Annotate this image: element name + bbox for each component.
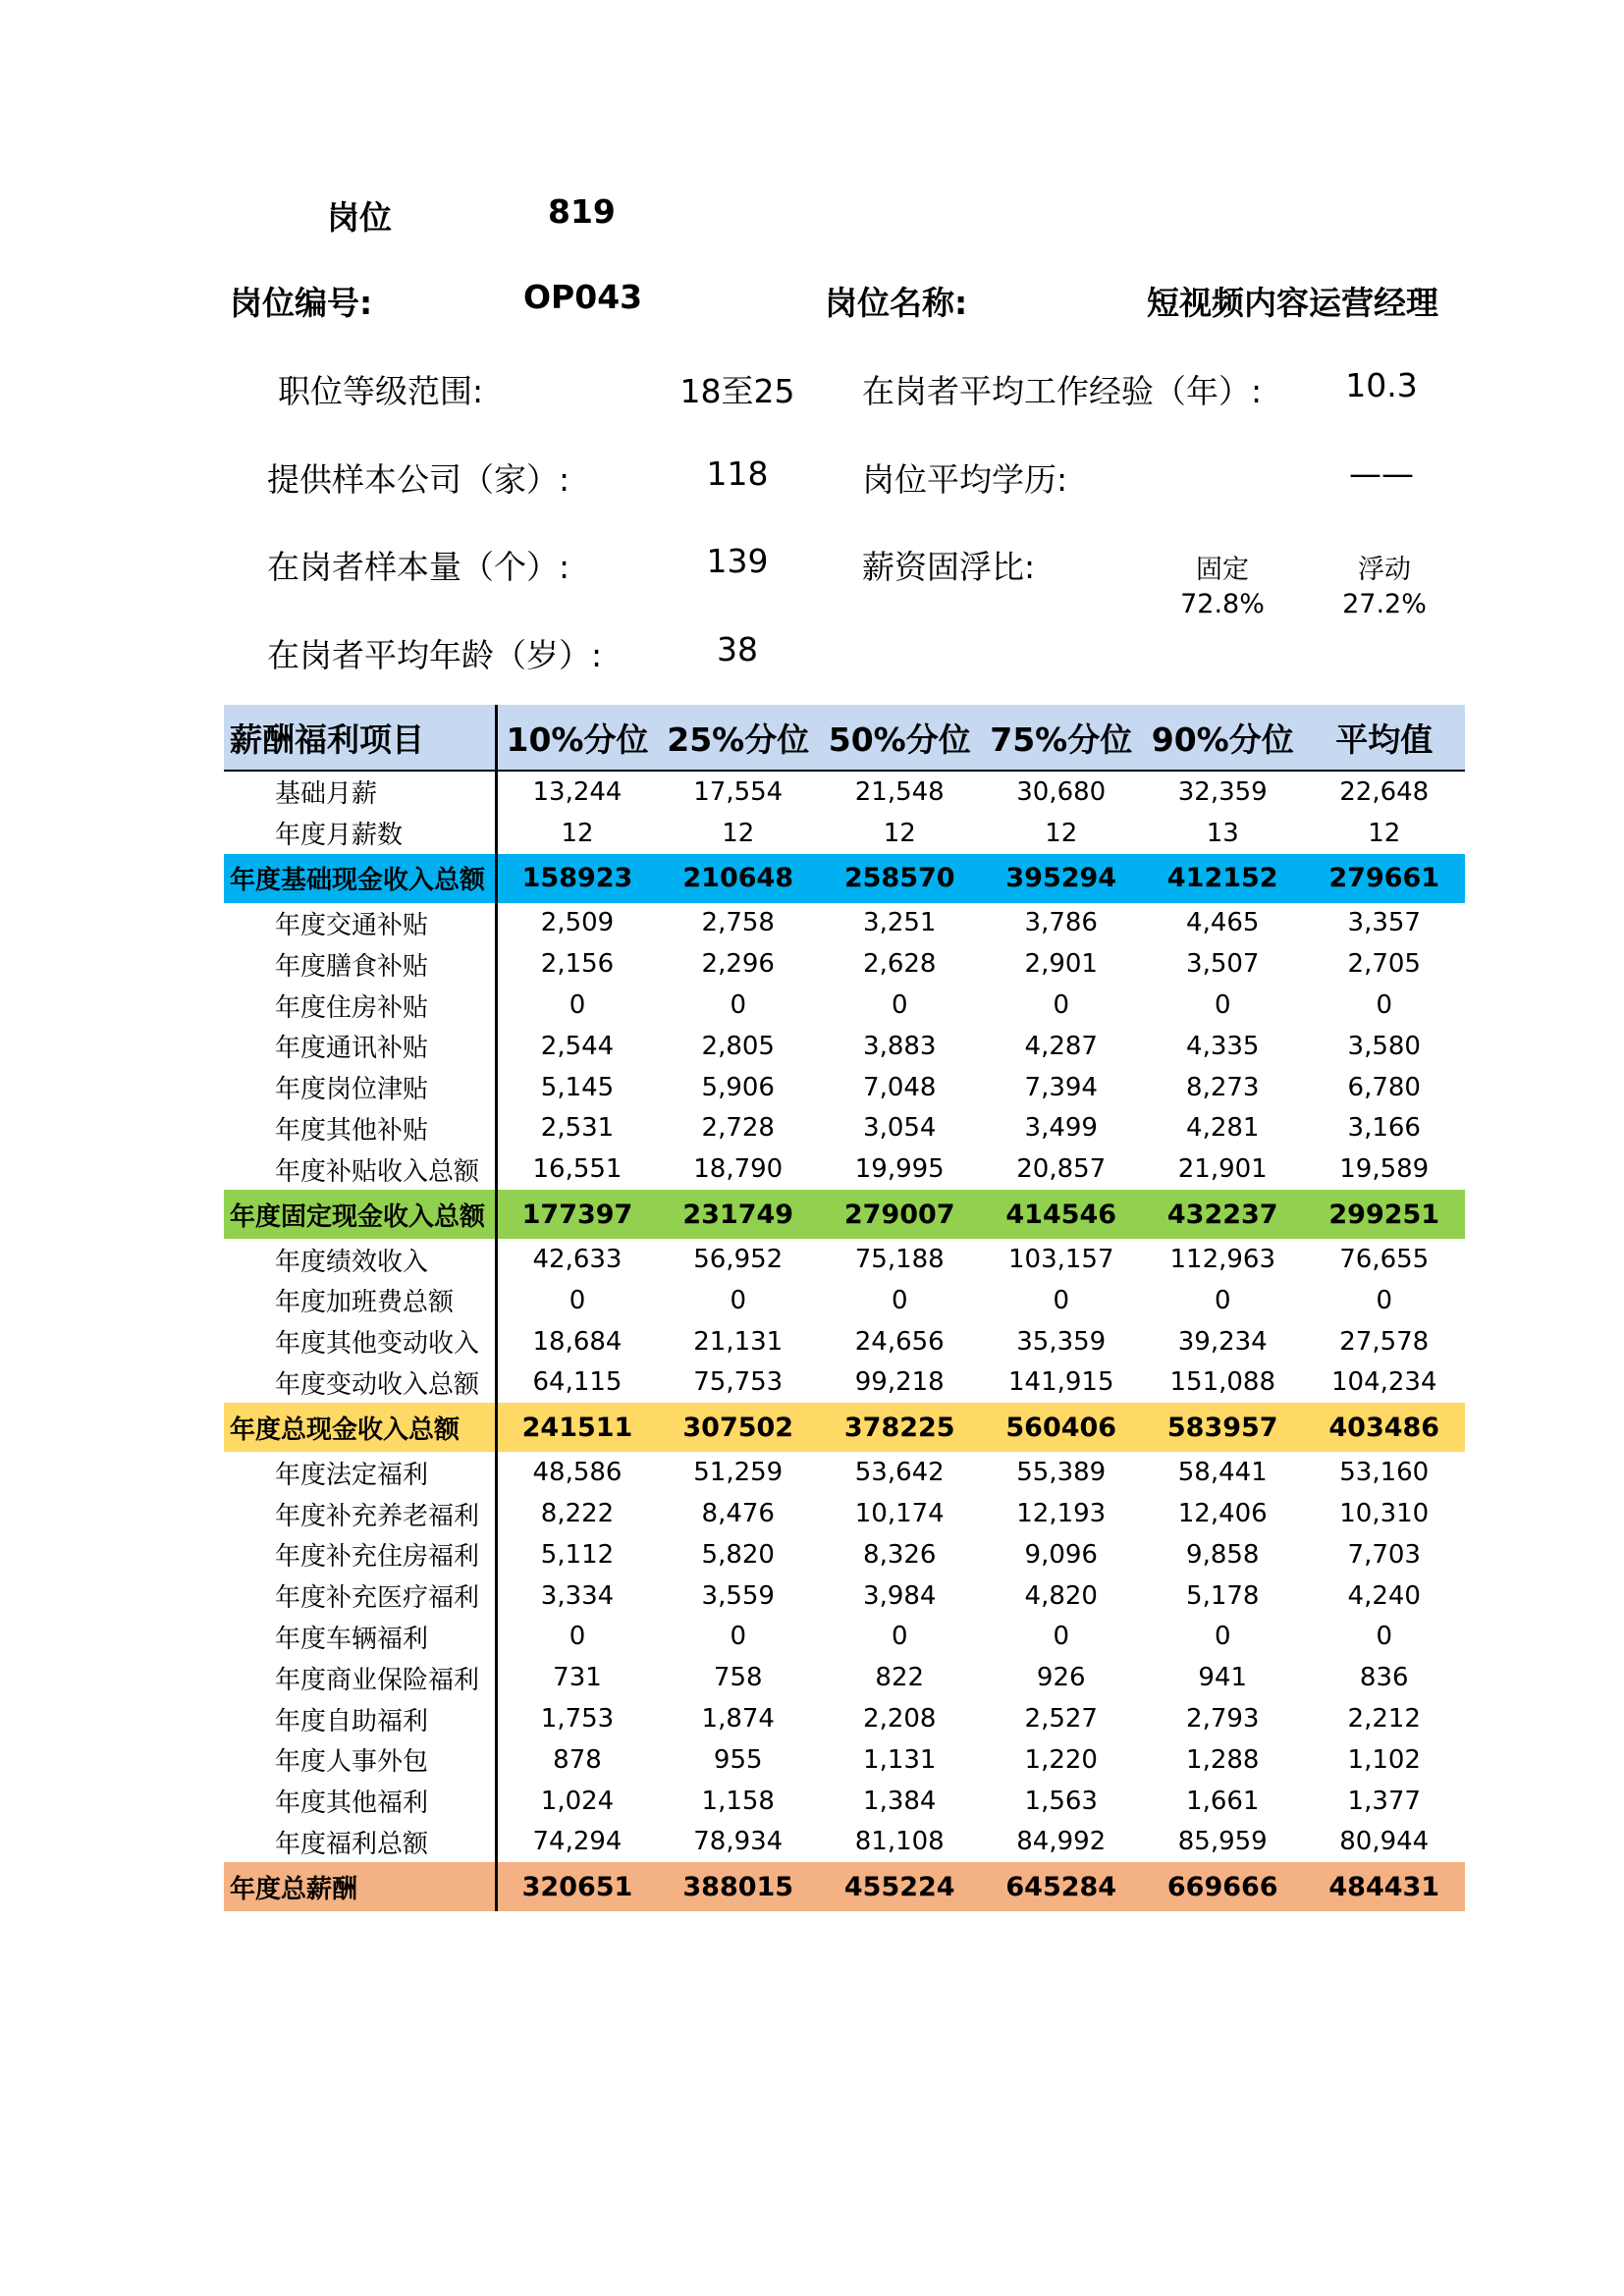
cell-p50: 2,628: [863, 949, 937, 980]
table-row: [224, 943, 1465, 985]
cell-p10: 2,156: [540, 949, 615, 980]
post-label: 岗位: [327, 198, 392, 237]
avg-age-label: 在岗者平均年龄（岁）:: [267, 636, 603, 674]
cell-p10: 18,684: [532, 1326, 623, 1357]
cell-p10: 177397: [496, 1190, 658, 1239]
table-row: [224, 1739, 1465, 1781]
sample-size-value: 139: [706, 542, 769, 580]
row-label: 年度总薪酬: [224, 1862, 496, 1911]
post-no-value: OP043: [523, 278, 643, 316]
cell-p10: 42,633: [532, 1245, 623, 1275]
row-label: 年度其他福利: [224, 1781, 496, 1822]
cell-p75: 3,499: [1024, 1113, 1098, 1144]
cell-p25: 5,820: [701, 1539, 775, 1570]
row-label: 年度补贴收入总额: [224, 1148, 496, 1190]
cell-p75: 12: [1045, 818, 1078, 848]
cell-p25: 78,934: [693, 1827, 784, 1857]
cell-p75: 4,287: [1024, 1031, 1098, 1061]
cell-average: 27,578: [1339, 1326, 1430, 1357]
cell-p10: 1,753: [540, 1704, 615, 1735]
cell-average: 80,944: [1339, 1827, 1430, 1857]
cell-p75: 9,096: [1024, 1539, 1098, 1570]
cell-average: 279661: [1304, 854, 1466, 903]
cell-p75: 414546: [981, 1190, 1143, 1239]
table-row: [224, 903, 1465, 944]
cell-p90: 941: [1198, 1663, 1248, 1693]
table-row: [224, 1148, 1465, 1190]
cell-p50: 455224: [819, 1862, 981, 1911]
cell-p50: 53,642: [854, 1458, 945, 1488]
avg-experience-value: 10.3: [1345, 366, 1418, 404]
cell-p90: 1,288: [1186, 1744, 1260, 1775]
cell-p90: 5,178: [1186, 1580, 1260, 1611]
cell-p10: 8,222: [540, 1499, 615, 1529]
cell-average: 0: [1376, 1622, 1393, 1652]
post-name-value: 短视频内容运营经理: [1147, 284, 1438, 322]
post-value: 819: [548, 192, 616, 231]
cell-p25: 5,906: [701, 1072, 775, 1102]
cell-p25: 8,476: [701, 1499, 775, 1529]
cell-p50: 0: [891, 1285, 908, 1315]
fixed-float-ratio-label: 薪资固浮比:: [862, 548, 1036, 586]
cell-p90: 151,088: [1169, 1367, 1276, 1398]
cell-average: 3,580: [1347, 1031, 1421, 1061]
row-label: 基础月薪: [224, 771, 496, 813]
cell-p90: 669666: [1142, 1862, 1304, 1911]
avg-age-value: 38: [717, 630, 758, 668]
cell-p75: 30,680: [1016, 776, 1107, 807]
cell-p50: 279007: [819, 1190, 981, 1239]
cell-average: 12: [1368, 818, 1401, 848]
cell-p10: 0: [568, 990, 586, 1021]
cell-p50: 1,384: [863, 1786, 937, 1816]
cell-p90: 412152: [1142, 854, 1304, 903]
table-row: [224, 985, 1465, 1026]
cell-p25: 1,158: [701, 1786, 775, 1816]
cell-p25: 307502: [658, 1403, 820, 1452]
cell-p90: 4,335: [1186, 1031, 1260, 1061]
cell-p10: 320651: [496, 1862, 658, 1911]
cell-p50: 822: [875, 1663, 925, 1693]
cell-p90: 39,234: [1177, 1326, 1268, 1357]
cell-p10: 12: [561, 818, 594, 848]
cell-p10: 3,334: [540, 1580, 615, 1611]
row-label: 年度人事外包: [224, 1739, 496, 1781]
cell-average: 484431: [1304, 1862, 1466, 1911]
table-row: [224, 1657, 1465, 1698]
cell-p10: 13,244: [532, 776, 623, 807]
cell-p25: 0: [730, 1622, 747, 1652]
cell-p50: 1,131: [863, 1744, 937, 1775]
cell-p50: 0: [891, 1622, 908, 1652]
cell-p90: 0: [1214, 1285, 1231, 1315]
cell-p75: 35,359: [1016, 1326, 1107, 1357]
table-row: [224, 1108, 1465, 1149]
cell-average: 22,648: [1339, 776, 1430, 807]
sample-size-label: 在岗者样本量（个）:: [267, 548, 570, 586]
cell-p25: 0: [730, 1285, 747, 1315]
table-row: [224, 1493, 1465, 1534]
cell-p25: 17,554: [693, 776, 784, 807]
row-label: 年度交通补贴: [224, 903, 496, 944]
cell-p75: 84,992: [1016, 1827, 1107, 1857]
cell-p10: 5,112: [540, 1539, 615, 1570]
cell-p25: 0: [730, 990, 747, 1021]
table-row: [224, 1781, 1465, 1822]
cell-p25: 2,728: [701, 1113, 775, 1144]
cell-p90: 0: [1214, 990, 1231, 1021]
header-p75: 75%分位: [981, 705, 1143, 771]
cell-p50: 2,208: [863, 1704, 937, 1735]
cell-p25: 210648: [658, 854, 820, 903]
cell-p50: 3,883: [863, 1031, 937, 1061]
table-row: [224, 1280, 1465, 1321]
cell-p90: 432237: [1142, 1190, 1304, 1239]
cell-p90: 0: [1214, 1622, 1231, 1652]
sample-company-value: 118: [706, 454, 769, 493]
cell-p10: 731: [553, 1663, 602, 1693]
float-label: 浮动: [1358, 555, 1411, 585]
header-item: 薪酬福利项目: [224, 705, 496, 771]
table-row: [224, 1026, 1465, 1067]
cell-p10: 74,294: [532, 1827, 623, 1857]
header-p10: 10%分位: [496, 705, 658, 771]
cell-p50: 19,995: [854, 1154, 945, 1185]
table-row: [224, 1321, 1465, 1362]
cell-average: 4,240: [1347, 1580, 1421, 1611]
table-row: [224, 1822, 1465, 1863]
cell-p25: 3,559: [701, 1580, 775, 1611]
row-label: 年度其他变动收入: [224, 1321, 496, 1362]
row-label: 年度加班费总额: [224, 1280, 496, 1321]
row-label: 年度车辆福利: [224, 1617, 496, 1658]
cell-p75: 12,193: [1016, 1499, 1107, 1529]
table-row: [224, 854, 1465, 903]
cell-p75: 1,563: [1024, 1786, 1098, 1816]
cell-average: 0: [1376, 990, 1393, 1021]
cell-p90: 21,901: [1177, 1154, 1268, 1185]
table-row: [224, 1617, 1465, 1658]
cell-p10: 48,586: [532, 1458, 623, 1488]
cell-p75: 645284: [981, 1862, 1143, 1911]
grade-range-value: 18至25: [679, 372, 795, 410]
cell-p50: 21,548: [854, 776, 945, 807]
cell-p75: 4,820: [1024, 1580, 1098, 1611]
cell-p25: 2,805: [701, 1031, 775, 1061]
avg-education-label: 岗位平均学历:: [862, 460, 1068, 499]
cell-p90: 2,793: [1186, 1704, 1260, 1735]
header-p25: 25%分位: [658, 705, 820, 771]
cell-average: 6,780: [1347, 1072, 1421, 1102]
grade-range-label: 职位等级范围:: [278, 372, 484, 410]
cell-p90: 85,959: [1177, 1827, 1268, 1857]
table-row: [224, 1190, 1465, 1239]
post-no-label: 岗位编号:: [230, 284, 373, 322]
row-label: 年度通讯补贴: [224, 1026, 496, 1067]
table-row: [224, 1698, 1465, 1739]
cell-p75: 926: [1036, 1663, 1086, 1693]
row-label: 年度补充养老福利: [224, 1493, 496, 1534]
cell-average: 104,234: [1330, 1367, 1437, 1398]
header-average: 平均值: [1304, 705, 1466, 771]
cell-p50: 3,054: [863, 1113, 937, 1144]
table-row: [224, 813, 1465, 854]
row-label: 年度其他补贴: [224, 1108, 496, 1149]
cell-p50: 75,188: [854, 1245, 945, 1275]
cell-p25: 2,296: [701, 949, 775, 980]
cell-p90: 12,406: [1177, 1499, 1268, 1529]
cell-average: 53,160: [1339, 1458, 1430, 1488]
cell-p50: 7,048: [863, 1072, 937, 1102]
row-label: 年度月薪数: [224, 813, 496, 854]
cell-p75: 395294: [981, 854, 1143, 903]
table-row: [224, 1862, 1465, 1911]
row-label: 年度膳食补贴: [224, 943, 496, 985]
cell-p90: 583957: [1142, 1403, 1304, 1452]
cell-p50: 0: [891, 990, 908, 1021]
cell-p75: 141,915: [1007, 1367, 1114, 1398]
cell-p25: 51,259: [693, 1458, 784, 1488]
row-label: 年度固定现金收入总额: [224, 1190, 496, 1239]
row-label: 年度住房补贴: [224, 985, 496, 1026]
cell-p50: 378225: [819, 1403, 981, 1452]
cell-average: 19,589: [1339, 1154, 1430, 1185]
cell-p25: 231749: [658, 1190, 820, 1239]
cell-p25: 955: [713, 1744, 763, 1775]
cell-p75: 55,389: [1016, 1458, 1107, 1488]
cell-p90: 58,441: [1177, 1458, 1268, 1488]
cell-p75: 2,527: [1024, 1704, 1098, 1735]
float-value: 27.2%: [1342, 589, 1427, 619]
cell-p10: 158923: [496, 854, 658, 903]
post-name-label: 岗位名称:: [825, 284, 968, 322]
cell-p10: 0: [568, 1622, 586, 1652]
avg-education-value: ——: [1349, 454, 1414, 493]
row-label: 年度绩效收入: [224, 1239, 496, 1280]
cell-p90: 8,273: [1186, 1072, 1260, 1102]
sample-company-label: 提供样本公司（家）:: [267, 460, 570, 499]
table-row: [224, 1403, 1465, 1452]
header-p90: 90%分位: [1142, 705, 1304, 771]
cell-average: 1,377: [1347, 1786, 1421, 1816]
row-label: 年度总现金收入总额: [224, 1403, 496, 1452]
cell-p25: 388015: [658, 1862, 820, 1911]
cell-average: 2,705: [1347, 949, 1421, 980]
table-row: [224, 1452, 1465, 1493]
cell-p50: 12: [883, 818, 916, 848]
cell-p50: 8,326: [863, 1539, 937, 1570]
cell-p75: 2,901: [1024, 949, 1098, 980]
fixed-value: 72.8%: [1180, 589, 1265, 619]
cell-p10: 1,024: [540, 1786, 615, 1816]
cell-p50: 3,984: [863, 1580, 937, 1611]
row-label: 年度自助福利: [224, 1698, 496, 1739]
cell-p10: 2,544: [540, 1031, 615, 1061]
cell-p75: 103,157: [1007, 1245, 1114, 1275]
table-header-row: [224, 705, 1465, 771]
cell-average: 3,166: [1347, 1113, 1421, 1144]
cell-p75: 3,786: [1024, 908, 1098, 938]
row-label: 年度补充医疗福利: [224, 1575, 496, 1617]
cell-p90: 112,963: [1169, 1245, 1276, 1275]
cell-average: 2,212: [1347, 1704, 1421, 1735]
cell-p50: 3,251: [863, 908, 937, 938]
cell-p50: 10,174: [854, 1499, 945, 1529]
cell-p50: 24,656: [854, 1326, 945, 1357]
cell-p10: 241511: [496, 1403, 658, 1452]
cell-average: 76,655: [1339, 1245, 1430, 1275]
avg-experience-label: 在岗者平均工作经验（年）:: [862, 372, 1263, 410]
row-label: 年度福利总额: [224, 1822, 496, 1863]
row-label: 年度基础现金收入总额: [224, 854, 496, 903]
cell-average: 0: [1376, 1285, 1393, 1315]
cell-average: 299251: [1304, 1190, 1466, 1239]
cell-average: 1,102: [1347, 1744, 1421, 1775]
cell-average: 10,310: [1339, 1499, 1430, 1529]
cell-average: 3,357: [1347, 908, 1421, 938]
cell-p10: 0: [568, 1285, 586, 1315]
cell-p25: 758: [713, 1663, 763, 1693]
cell-average: 836: [1359, 1663, 1409, 1693]
cell-p90: 13: [1206, 818, 1239, 848]
cell-p75: 560406: [981, 1403, 1143, 1452]
cell-p25: 12: [722, 818, 755, 848]
cell-p10: 878: [553, 1744, 602, 1775]
fixed-label: 固定: [1196, 555, 1249, 585]
table-row: [224, 1575, 1465, 1617]
cell-p50: 258570: [819, 854, 981, 903]
row-label: 年度补充住房福利: [224, 1534, 496, 1575]
table-row: [224, 1239, 1465, 1280]
cell-p90: 32,359: [1177, 776, 1268, 807]
cell-p75: 7,394: [1024, 1072, 1098, 1102]
cell-p10: 2,509: [540, 908, 615, 938]
row-label: 年度商业保险福利: [224, 1657, 496, 1698]
table-row: [224, 771, 1465, 813]
cell-average: 7,703: [1347, 1539, 1421, 1570]
cell-p75: 1,220: [1024, 1744, 1098, 1775]
cell-p10: 16,551: [532, 1154, 623, 1185]
cell-p25: 1,874: [701, 1704, 775, 1735]
cell-p90: 4,465: [1186, 908, 1260, 938]
cell-p75: 0: [1053, 1285, 1070, 1315]
row-label: 年度岗位津贴: [224, 1067, 496, 1108]
cell-p50: 81,108: [854, 1827, 945, 1857]
cell-p25: 75,753: [693, 1367, 784, 1398]
cell-p25: 21,131: [693, 1326, 784, 1357]
salary-table: [224, 705, 1465, 1911]
cell-p25: 2,758: [701, 908, 775, 938]
cell-p25: 18,790: [693, 1154, 784, 1185]
cell-average: 403486: [1304, 1403, 1466, 1452]
cell-p75: 20,857: [1016, 1154, 1107, 1185]
cell-p75: 0: [1053, 990, 1070, 1021]
cell-p90: 4,281: [1186, 1113, 1260, 1144]
cell-p10: 2,531: [540, 1113, 615, 1144]
table-row: [224, 1534, 1465, 1575]
row-label: 年度变动收入总额: [224, 1362, 496, 1404]
cell-p90: 3,507: [1186, 949, 1260, 980]
cell-p90: 9,858: [1186, 1539, 1260, 1570]
cell-p10: 5,145: [540, 1072, 615, 1102]
header-p50: 50%分位: [819, 705, 981, 771]
table-row: [224, 1362, 1465, 1404]
cell-p25: 56,952: [693, 1245, 784, 1275]
table-row: [224, 1067, 1465, 1108]
cell-p50: 99,218: [854, 1367, 945, 1398]
cell-p75: 0: [1053, 1622, 1070, 1652]
cell-p10: 64,115: [532, 1367, 623, 1398]
cell-p90: 1,661: [1186, 1786, 1260, 1816]
row-label: 年度法定福利: [224, 1452, 496, 1493]
